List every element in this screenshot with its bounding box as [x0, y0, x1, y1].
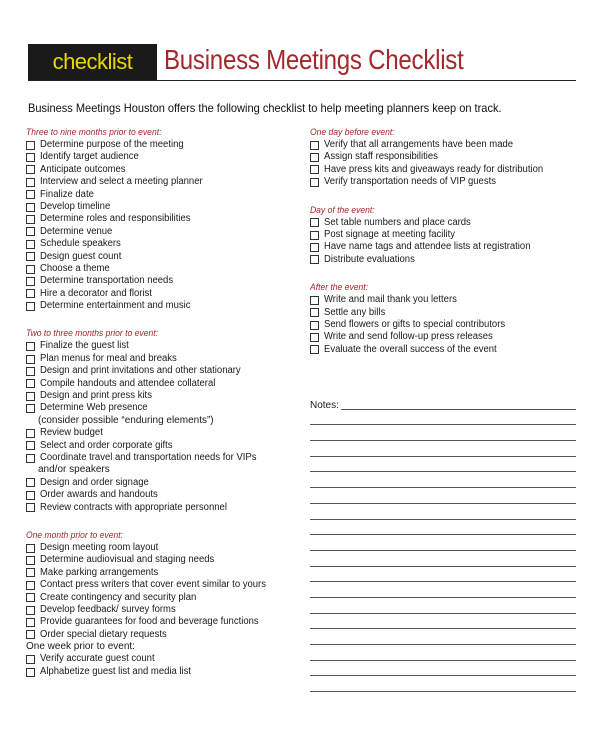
section-title: One day before event:	[310, 127, 395, 138]
checkbox[interactable]	[26, 277, 35, 286]
checkbox[interactable]	[310, 333, 319, 342]
section-title: After the event:	[310, 282, 368, 294]
intro-text: Business Meetings Houston offers the following checklist to help meeting planners keep on track.	[28, 101, 502, 115]
checklist-item[interactable]: Design and order signage	[26, 477, 306, 489]
checkbox[interactable]	[26, 556, 35, 565]
checkbox[interactable]	[26, 593, 35, 602]
checklist-item[interactable]: Interview and select a meeting planner	[26, 176, 306, 188]
notes-line[interactable]	[310, 678, 576, 694]
notes-rule	[310, 566, 576, 567]
section-title: Day of the event:	[310, 204, 375, 216]
checklist-item[interactable]: Determine roles and responsibilities	[26, 213, 306, 225]
checkbox[interactable]	[26, 342, 35, 351]
checkbox[interactable]	[26, 630, 35, 639]
checklist-item[interactable]: Determine entertainment and music	[26, 300, 306, 312]
notes-line[interactable]	[310, 584, 576, 600]
notes-line[interactable]	[310, 522, 576, 538]
checkbox[interactable]	[310, 141, 319, 150]
checklist-item[interactable]: Design and print press kits	[26, 390, 306, 402]
notes-rule	[310, 660, 576, 661]
checkbox[interactable]	[26, 302, 35, 311]
notes-line[interactable]	[310, 647, 576, 663]
checkbox[interactable]	[26, 379, 35, 388]
section-title: Three to nine months prior to event:	[26, 127, 162, 138]
checklist-item[interactable]: Post signage at meeting facility	[310, 229, 590, 241]
checkbox[interactable]	[26, 441, 35, 450]
checkbox[interactable]	[26, 227, 35, 236]
checklist-item[interactable]: Write and send follow-up press releases	[310, 331, 590, 343]
checklist-item[interactable]: Assign staff responsibilities	[310, 151, 590, 163]
notes-rule	[341, 409, 576, 410]
checklist-item[interactable]: Finalize the guest list	[26, 340, 306, 352]
notes-rule	[310, 519, 576, 520]
checklist-item[interactable]: Develop timeline	[26, 201, 306, 213]
checkbox[interactable]	[26, 165, 35, 174]
notes-line[interactable]	[310, 490, 576, 506]
document-header	[28, 44, 576, 81]
checklist-item[interactable]: Schedule speakers	[26, 238, 306, 250]
checkbox[interactable]	[26, 190, 35, 199]
notes-rule	[310, 456, 576, 457]
checkbox[interactable]	[26, 355, 35, 364]
checkbox[interactable]	[26, 367, 35, 376]
notes-rule	[310, 487, 576, 488]
checklist-item[interactable]: Review budget	[26, 427, 306, 439]
checkbox[interactable]	[26, 178, 35, 187]
checkbox[interactable]	[310, 345, 319, 354]
checkbox[interactable]	[310, 231, 319, 240]
checklist-item[interactable]: Set table numbers and place cards	[310, 217, 590, 229]
section-one-month	[26, 530, 306, 678]
notes-rule	[310, 424, 576, 425]
checkbox[interactable]	[26, 252, 35, 261]
notes-rule	[310, 675, 576, 676]
checkbox[interactable]	[26, 454, 35, 463]
notes-rule	[310, 628, 576, 629]
notes-rule	[310, 613, 576, 614]
checklist-item[interactable]: Plan menus for meal and breaks	[26, 353, 306, 365]
checklist-item-continuation: and/or speakers	[38, 464, 110, 476]
section-three-to-nine-months	[26, 127, 306, 312]
checklist-item[interactable]: Select and order corporate gifts	[26, 440, 306, 452]
notes-rule	[310, 534, 576, 535]
checkbox[interactable]	[26, 618, 35, 627]
notes-label: Notes:	[310, 399, 339, 411]
checkbox[interactable]	[26, 581, 35, 590]
notes-line[interactable]	[310, 600, 576, 616]
checkbox[interactable]	[310, 178, 319, 187]
notes-line[interactable]	[310, 506, 576, 522]
section-two-to-three-months	[26, 328, 306, 513]
notes-rule	[310, 550, 576, 551]
checkbox[interactable]	[26, 668, 35, 677]
checklist-item[interactable]: Create contingency and security plan	[26, 592, 306, 604]
checklist-item[interactable]: Determine audiovisual and staging needs	[26, 554, 306, 566]
checklist-item[interactable]: Settle any bills	[310, 307, 590, 319]
notes-line[interactable]	[310, 443, 576, 459]
checklist-item[interactable]: Determine Web presence	[26, 402, 306, 414]
checkbox[interactable]	[310, 243, 319, 252]
checklist-item[interactable]: Contact press writers that cover event similar to yours	[26, 579, 306, 591]
left-column	[26, 127, 306, 678]
checklist-item[interactable]: Order special dietary requests	[26, 629, 306, 641]
checklist-item[interactable]: Evaluate the overall success of the event	[310, 344, 590, 356]
checklist-item[interactable]: Write and mail thank you letters	[310, 294, 590, 306]
notes-rule	[310, 440, 576, 441]
checklist-item[interactable]: Choose a theme	[26, 263, 306, 275]
notes-area[interactable]	[310, 396, 576, 694]
checklist-item[interactable]: Identify target audience	[26, 151, 306, 163]
checkbox[interactable]	[26, 404, 35, 413]
checklist-item[interactable]: Design and print invitations and other stationary	[26, 365, 306, 377]
checkbox[interactable]	[26, 141, 35, 150]
checkbox[interactable]	[26, 153, 35, 162]
notes-line[interactable]	[310, 553, 576, 569]
checklist-item[interactable]: Have press kits and giveaways ready for distribution	[310, 164, 590, 176]
notes-line[interactable]	[310, 537, 576, 553]
section-title: One month prior to event:	[26, 529, 123, 541]
checkbox[interactable]	[26, 491, 35, 500]
checklist-item[interactable]: Have name tags and attendee lists at registration	[310, 241, 590, 253]
checkbox[interactable]	[310, 255, 319, 264]
notes-rule	[310, 691, 576, 692]
notes-line[interactable]	[310, 663, 576, 679]
checkbox[interactable]	[26, 655, 35, 664]
checkbox[interactable]	[310, 308, 319, 317]
checkbox[interactable]	[310, 165, 319, 174]
checklist-item[interactable]: Coordinate travel and transportation needs for VIPs	[26, 452, 306, 464]
checkbox[interactable]	[310, 218, 319, 227]
checkbox[interactable]	[26, 392, 35, 401]
checklist-item[interactable]: Finalize date	[26, 189, 306, 201]
checklist-item[interactable]: Make parking arrangements	[26, 567, 306, 579]
section-one-day-before	[310, 127, 590, 189]
checkbox[interactable]	[310, 153, 319, 162]
checklist-item[interactable]: Verify transportation needs of VIP guests	[310, 176, 590, 188]
checklist-item-continuation: (consider possible “enduring elements”)	[38, 414, 214, 426]
checklist-item[interactable]: Design guest count	[26, 251, 306, 263]
checkbox[interactable]	[26, 265, 35, 274]
right-column	[310, 127, 590, 356]
checkbox[interactable]	[26, 429, 35, 438]
notes-line[interactable]	[310, 396, 576, 412]
checkbox[interactable]	[26, 503, 35, 512]
checklist-item[interactable]: Review contracts with appropriate personnel	[26, 502, 306, 514]
notes-line[interactable]	[310, 616, 576, 632]
notes-line[interactable]	[310, 569, 576, 585]
checklist-item[interactable]: Verify that all arrangements have been made	[310, 139, 590, 151]
checkbox[interactable]	[26, 240, 35, 249]
checkbox[interactable]	[26, 568, 35, 577]
notes-line[interactable]	[310, 459, 576, 475]
checklist-item[interactable]: Hire a decorator and florist	[26, 288, 306, 300]
document-title: Business Meetings Checklist	[164, 44, 464, 75]
checkbox[interactable]	[26, 478, 35, 487]
checklist-item[interactable]: Order awards and handouts	[26, 489, 306, 501]
checklist-item[interactable]: Send flowers or gifts to special contributors	[310, 319, 590, 331]
notes-rule	[310, 471, 576, 472]
notes-rule	[310, 503, 576, 504]
notes-rule	[310, 597, 576, 598]
checklist-item[interactable]: Determine transportation needs	[26, 275, 306, 287]
checklist-item[interactable]: Alphabetize guest list and media list	[26, 666, 306, 678]
checklist-item[interactable]: Verify accurate guest count	[26, 653, 306, 665]
checklist-item[interactable]: Anticipate outcomes	[26, 164, 306, 176]
notes-rule	[310, 581, 576, 582]
checkbox[interactable]	[310, 321, 319, 330]
checklist-badge: checklist	[28, 44, 157, 80]
checkbox[interactable]	[26, 544, 35, 553]
checklist-item[interactable]: Determine purpose of the meeting	[26, 139, 306, 151]
checkbox[interactable]	[26, 215, 35, 224]
section-title: Two to three months prior to event:	[26, 328, 158, 340]
checkbox[interactable]	[26, 203, 35, 212]
subsection-title: One week prior to event:	[26, 641, 135, 653]
notes-line[interactable]	[310, 631, 576, 647]
checklist-item[interactable]: Distribute evaluations	[310, 254, 590, 266]
checklist-item[interactable]: Determine venue	[26, 226, 306, 238]
notes-line[interactable]	[310, 474, 576, 490]
checkbox[interactable]	[26, 289, 35, 298]
section-day-of-event	[310, 205, 590, 267]
checklist-item[interactable]: Design meeting room layout	[26, 542, 306, 554]
checkbox[interactable]	[310, 296, 319, 305]
checklist-item[interactable]: Compile handouts and attendee collateral	[26, 378, 306, 390]
notes-line[interactable]	[310, 412, 576, 428]
notes-line[interactable]	[310, 427, 576, 443]
checklist-item[interactable]: Provide guarantees for food and beverage functions	[26, 616, 306, 628]
notes-rule	[310, 644, 576, 645]
section-after-event	[310, 282, 590, 356]
checkbox[interactable]	[26, 606, 35, 615]
checklist-item[interactable]: Develop feedback/ survey forms	[26, 604, 306, 616]
